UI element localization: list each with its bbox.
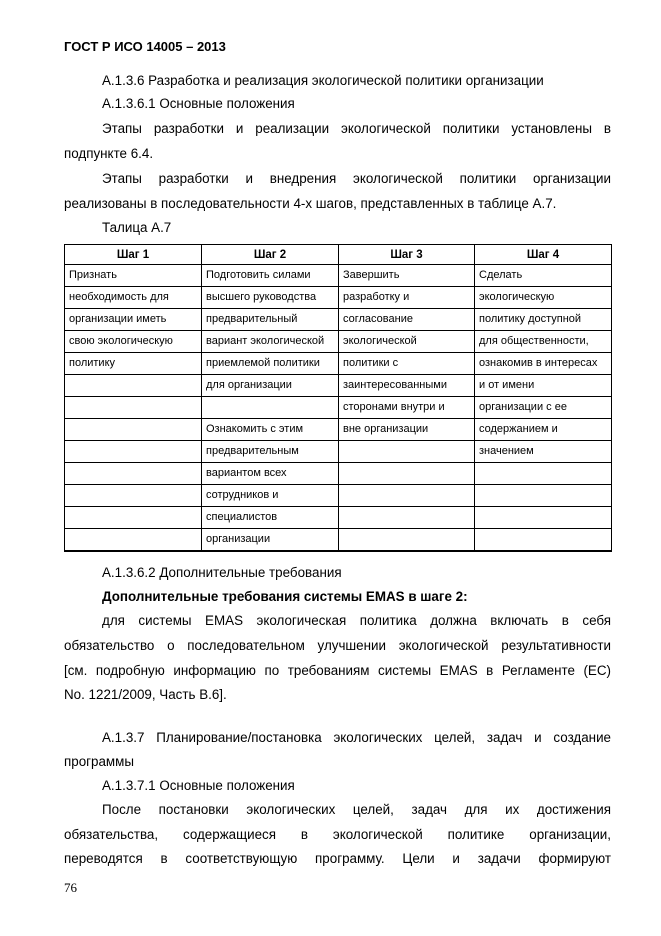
table-cell-line xyxy=(475,507,611,529)
table-cell-line: вариантом всех xyxy=(202,463,338,485)
section-heading xyxy=(102,731,611,744)
table-cell-line xyxy=(339,463,474,485)
paragraph-line: программы xyxy=(64,754,134,769)
paragraph-line: обязательство о последовательном улучшении экологической результативности xyxy=(64,638,611,653)
section-heading: А.1.3.6 Разработка и реализация экологической политики организации xyxy=(102,73,544,88)
table-cell-line xyxy=(339,485,474,507)
subsection-heading: А.1.3.6.2 Дополнительные требования xyxy=(102,565,342,580)
paragraph-line: переводятся в соответствующую программу. Цели и задачи формируют xyxy=(64,851,611,866)
table-row xyxy=(65,265,612,552)
table-cell-line xyxy=(65,529,201,551)
paragraph-line: Этапы разработки и внедрения экологической политики организации xyxy=(102,171,611,186)
table-cell-line: вариант экологической xyxy=(202,331,338,353)
table-cell-line: сторонами внутри и xyxy=(339,397,474,419)
table-cell-step3 xyxy=(339,265,475,552)
table-cell-step4 xyxy=(475,265,612,552)
table-cell-line xyxy=(65,463,201,485)
paragraph-line xyxy=(64,852,611,865)
table-cell-line: вне организации xyxy=(339,419,474,441)
table-cell-line: необходимость для xyxy=(65,287,201,309)
paragraph-line xyxy=(102,122,611,135)
table-cell-line: содержанием и xyxy=(475,419,611,441)
table-cell-line: свою экологическую xyxy=(65,331,201,353)
table-cell-line: и от имени xyxy=(475,375,611,397)
table-header-cell: Шаг 4 xyxy=(475,245,612,265)
table-cell-line: Признать xyxy=(65,265,201,287)
table-header-cell: Шаг 3 xyxy=(339,245,475,265)
paragraph-line: обязательства, содержащиеся в экологической политике организации, xyxy=(64,827,611,842)
document-header: ГОСТ Р ИСО 14005 – 2013 xyxy=(64,39,226,54)
table-cell-line xyxy=(65,375,201,397)
subsection-heading: А.1.3.6.1 Основные положения xyxy=(102,96,295,111)
table-cell-line xyxy=(202,397,338,419)
paragraph-line xyxy=(64,828,611,841)
paragraph-line: подпункте 6.4. xyxy=(64,146,154,161)
table-cell-line: организации xyxy=(202,529,338,551)
table-cell-line: заинтересованными xyxy=(339,375,474,397)
table-cell-line xyxy=(339,441,474,463)
table-cell-line: высшего руководства xyxy=(202,287,338,309)
table-cell-line: экологическую xyxy=(475,287,611,309)
table-cell-line xyxy=(65,485,201,507)
subsection-heading: А.1.3.7.1 Основные положения xyxy=(102,778,295,793)
table-cell-line xyxy=(65,419,201,441)
table-cell-line: согласование xyxy=(339,309,474,331)
table-cell-step2 xyxy=(202,265,339,552)
table-cell-line: предварительным xyxy=(202,441,338,463)
table-cell-line: ознакомив в интересах xyxy=(475,353,611,375)
table-cell-line: предварительный xyxy=(202,309,338,331)
paragraph-line xyxy=(64,664,611,677)
table-header-cell: Шаг 1 xyxy=(65,245,202,265)
bold-heading: Дополнительные требования системы EMAS в шаге 2: xyxy=(102,589,468,604)
table-cell-step1 xyxy=(65,265,202,552)
table-cell-line xyxy=(65,397,201,419)
table-cell-line: политику xyxy=(65,353,201,375)
paragraph-line: Этапы разработки и реализации экологической политики установлены в xyxy=(102,121,611,136)
table-cell-line: экологической xyxy=(339,331,474,353)
table-cell-line: политику доступной xyxy=(475,309,611,331)
section-heading-line: А.1.3.7 Планирование/постановка экологических целей, задач и создание xyxy=(102,730,611,745)
table-cell-line: для организации xyxy=(202,375,338,397)
table-cell-line: Сделать xyxy=(475,265,611,287)
paragraph-line: [см. подробную информацию по требованиям системы EMAS в Регламенте (ЕС) xyxy=(64,663,611,678)
paragraph-line xyxy=(102,614,611,627)
table-cell-line: для общественности, xyxy=(475,331,611,353)
table-header-cell: Шаг 2 xyxy=(202,245,339,265)
table-header-row xyxy=(65,245,612,265)
table-cell-line: организации иметь xyxy=(65,309,201,331)
steps-table xyxy=(64,244,612,552)
paragraph-line: После постановки экологических целей, задач для их достижения xyxy=(102,802,611,817)
page-number: 76 xyxy=(64,880,77,895)
paragraph-line: No. 1221/2009, Часть В.6]. xyxy=(64,687,227,702)
paragraph-line: реализованы в последовательности 4-х шагов, представленных в таблице А.7. xyxy=(64,196,557,211)
table-cell-line: Завершить xyxy=(339,265,474,287)
table-cell-line: значением xyxy=(475,441,611,463)
table-caption: Талица А.7 xyxy=(102,220,172,235)
table-cell-line xyxy=(339,507,474,529)
table-cell-line xyxy=(65,441,201,463)
table-cell-line xyxy=(475,485,611,507)
paragraph-line xyxy=(102,172,611,185)
table-cell-line: разработку и xyxy=(339,287,474,309)
table-cell-line xyxy=(65,507,201,529)
table-cell-line: Подготовить силами xyxy=(202,265,338,287)
table-cell-line: специалистов xyxy=(202,507,338,529)
table-cell-line: приемлемой политики xyxy=(202,353,338,375)
table-cell-line: Ознакомить с этим xyxy=(202,419,338,441)
table-cell-line: организации с ее xyxy=(475,397,611,419)
paragraph-line: для системы EMAS экологическая политика должна включать в себя xyxy=(102,613,611,628)
paragraph-line xyxy=(64,639,611,652)
table-cell-line: сотрудников и xyxy=(202,485,338,507)
table-cell-line xyxy=(475,529,611,551)
table-cell-line xyxy=(339,529,474,551)
table-cell-line xyxy=(475,463,611,485)
paragraph-line xyxy=(102,803,611,816)
table-cell-line: политики с xyxy=(339,353,474,375)
